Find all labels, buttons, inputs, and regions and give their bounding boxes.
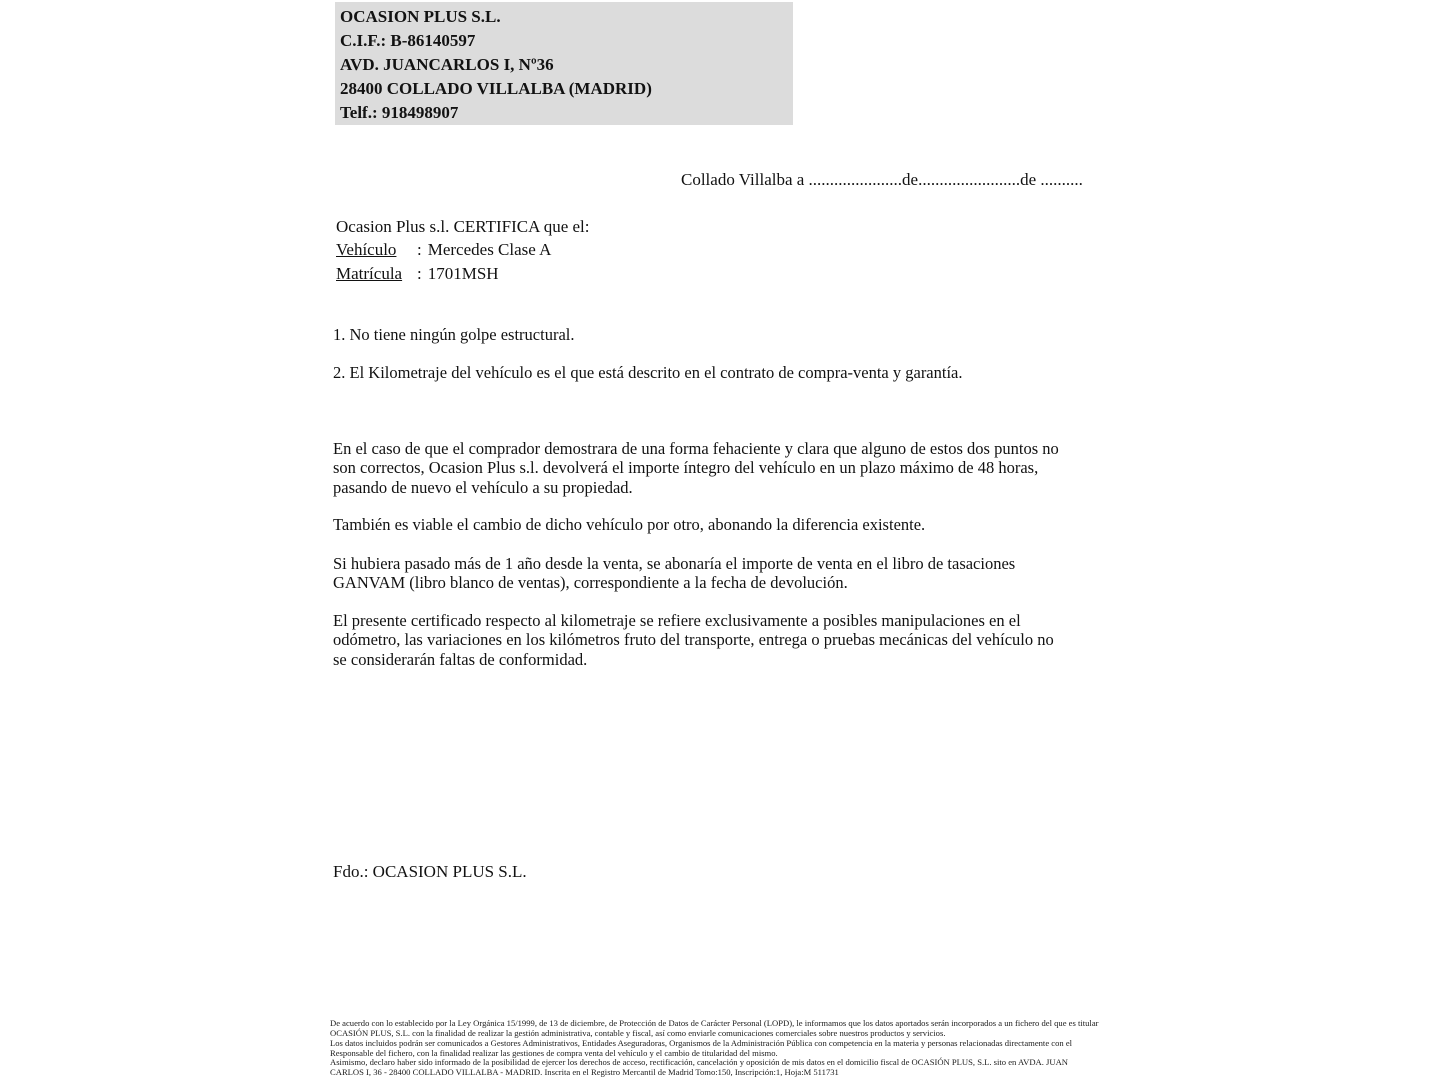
- vehicle-field: [336, 238, 590, 261]
- plate-field: [336, 262, 590, 285]
- company-cif: C.I.F.: B-86140597: [340, 31, 476, 50]
- plate-separator: :: [417, 263, 422, 283]
- legal-line: OCASIÓN PLUS, S.L. con la finalidad de realizar la gestión administrativa, contable y fiscal, así como enviarle comunicaciones comerciales sobre nuestros productos y servicios.: [330, 1027, 946, 1038]
- legal-line: De acuerdo con lo establecido por la Ley Orgánica 15/1999, de 13 de diciembre, de Protección de Datos de Carácter Personal (LOPD), le informamos que los datos aportados serán incorporados a un fichero del que es titular: [330, 1018, 1099, 1028]
- company-name: OCASION PLUS S.L.: [340, 7, 501, 26]
- point-2: 2. El Kilometraje del vehículo es el que está descrito en el contrato de compra-venta y garantía.: [333, 363, 963, 382]
- company-phone: Telf.: 918498907: [340, 103, 459, 122]
- legal-line: Responsable del fichero, con la finalidad realizar las gestiones de compra venta del vehículo y el cambio de titularidad del mismo.: [330, 1047, 778, 1058]
- legal-line: Asimismo, declaro haber sido informado de la posibilidad de ejercer los derechos de acceso, rectificación, cancelación y oposición de mis datos en el domicilio fiscal de OCASIÓN PLUS, S.L. sito en AVDA. JUAN: [330, 1057, 1069, 1068]
- date-line: Collado Villalba a ......................de........................de ..........: [681, 170, 1083, 189]
- vehicle-label: Vehículo: [336, 240, 397, 260]
- vehicle-value: Mercedes Clase A: [427, 240, 552, 260]
- paragraph-exchange: También es viable el cambio de dicho vehículo por otro, abonando la diferencia existente.: [333, 515, 926, 534]
- legal-line: Los datos incluidos podrán ser comunicados a Gestores Administrativos, Entidades Aseguradoras, Organismos de la Administración Pública con competencia en la materia y personas relacionadas directamente con el: [330, 1037, 1073, 1048]
- company-city: 28400 COLLADO VILLALBA (MADRID): [340, 79, 652, 98]
- vehicle-separator: :: [417, 240, 422, 260]
- paragraph-refund: En el caso de que el comprador demostrara de una forma fehaciente y clara que alguno de estos dos puntos no son correctos, Ocasion Plus s.l. devolverá el importe íntegro del vehículo en un plazo máximo de 48 horas, pasando de nuevo el vehículo a su propiedad.: [333, 439, 1059, 497]
- point-1: 1. No tiene ningún golpe estructural.: [333, 325, 575, 344]
- company-header-box: [335, 2, 793, 125]
- plate-label: Matrícula: [336, 263, 403, 283]
- paragraph-odometer: El presente certificado respecto al kilometraje se refiere exclusivamente a posibles manipulaciones en el odómetro, las variaciones en los kilómetros fruto del transporte, entrega o pruebas mecánicas del vehículo no se considerarán faltas de conformidad.: [333, 611, 1054, 669]
- company-address: AVD. JUANCARLOS I, Nº36: [340, 55, 554, 74]
- paragraph-ganvam: Si hubiera pasado más de 1 año desde la venta, se abonaría el importe de venta en el libro de tasaciones GANVAM (libro blanco de ventas), correspondiente a la fecha de devolución.: [333, 554, 1016, 593]
- certificate-intro: Ocasion Plus s.l. CERTIFICA que el:: [336, 217, 590, 236]
- legal-footer: [330, 1019, 1099, 1078]
- certificate-block: [336, 215, 590, 285]
- legal-line: CARLOS I, 36 - 28400 COLLADO VILLALBA - MADRID. Inscrita en el Registro Mercantil de Madrid Tomo:150, Inscripción:1, Hoja:M 511731: [330, 1067, 839, 1078]
- plate-value: 1701MSH: [427, 263, 499, 283]
- signature-line: Fdo.: OCASION PLUS S.L.: [333, 862, 527, 881]
